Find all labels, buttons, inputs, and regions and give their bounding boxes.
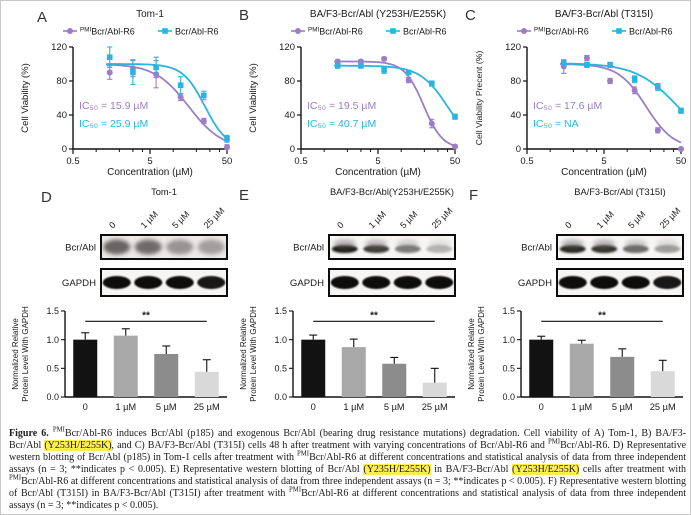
svg-text:0.5: 0.5 [294,156,308,167]
bar [301,340,325,397]
chart-legend [517,27,673,37]
y-axis-label: Protein Level With GAPDH [21,306,30,402]
caption-segment: Figure 6. [9,428,53,439]
caption-segment: Bcr/Abl-R6 at different concentrations and statistical analysis of data from three independent assays (n = 3; **indicates p < 0.005). E) Representative western blotting of Bcr/Abl [9,452,686,475]
caption-segment: PMI [296,450,310,458]
blot-D [9,183,239,301]
svg-text:0.0: 0.0 [274,392,287,403]
dose-chart-C [469,5,689,179]
data-point [201,118,207,124]
data-point [153,65,159,71]
svg-text:1.0: 1.0 [46,334,59,345]
caption-segment: (Y253H/E255K) [44,440,112,451]
data-point [607,62,613,68]
bar-category-label: 25 µM [649,402,676,412]
svg-text:0.5: 0.5 [274,363,287,374]
data-point [335,63,341,69]
svg-text:0: 0 [515,144,521,156]
chart-title: BA/F3-Bcr/Abl (T315I) [554,9,654,20]
caption-segment: (Y253H/E255K) [512,464,580,475]
bar-category-label: 1 µM [115,402,137,412]
x-axis-label: Concentration (µM) [107,167,193,178]
blot-title: BA/F3-Bcr/Abl (T315I) [574,187,666,197]
data-point [655,84,661,90]
svg-text:120: 120 [505,42,521,54]
svg-text:1.5: 1.5 [46,306,59,317]
data-point [201,93,207,99]
caption-segment: PMI [548,438,561,446]
lane-label: 25 µM [657,205,683,231]
data-point [632,87,638,93]
svg-text:50: 50 [221,156,233,167]
blot-band [394,276,422,289]
svg-text:50: 50 [449,156,461,167]
svg-text:1.5: 1.5 [502,306,515,317]
bar-category-label: 5 µM [611,402,633,412]
y-axis-label: Protein Level With GAPDH [477,306,486,402]
ic50-annotation: IC₅₀ = NA [533,118,579,130]
caption-segment: (Y235H/E255K) [363,464,431,475]
svg-text:0.5: 0.5 [46,363,59,374]
lane-label: 0 [563,219,574,231]
caption-segment: Bcr/Abl-R6 at different concentrations and statistical analysis of data from three independent assays (n = 3; **indicates p < 0.005). F) Representative western blotting of Bcr/Abl (T315I) in BA/F3-Bcr/Abl (T315I) after treatment with [9,476,686,499]
svg-text:40: 40 [284,110,295,122]
blot-band [197,276,225,289]
svg-text:PMIBcr/Abl-R6: $^{PMI}$Bcr/Abl-R6 [80,26,135,37]
data-point [584,62,590,68]
data-point [584,55,590,61]
ic50-annotation: IC₅₀ = 40.7 µM [307,118,377,130]
bar [342,347,366,397]
blot-band [198,240,225,255]
blot-row-label: GAPDH [61,278,96,289]
panel-C-chart [469,5,689,184]
data-point [107,54,113,60]
chart-legend [291,27,447,37]
data-point [178,94,184,100]
caption-segment: PMI [9,474,22,482]
bar [423,383,447,397]
blot-F [465,183,691,301]
caption-segment: , and C) BA/F3-Bcr/Abl (T315I) cells 48 h after treatment with varying concentrations of Bcr/Abl-R6 and [111,440,549,451]
svg-text:0.5: 0.5 [66,156,80,167]
bar-category-label: 0 [82,402,88,412]
caption-segment: cells after treatment with [579,464,686,475]
data-point [406,77,412,83]
lane-label: 0 [335,219,346,231]
bar [382,364,406,397]
data-point [632,77,638,83]
panel-E-blot [237,183,467,306]
ic50-annotation: IC₅₀ = 17.6 µM [533,100,603,112]
data-point [381,56,387,62]
svg-text:0.0: 0.0 [502,392,515,403]
bar [570,344,594,397]
y-axis-label: Cell Viability (%) [248,63,259,133]
bar [610,357,634,397]
panel-letter-e: E [239,187,250,204]
bar-category-label: 1 µM [571,402,593,412]
blot-row-label: GAPDH [517,278,552,289]
caption-segment: PMI [289,486,302,494]
blot-band [362,276,390,289]
lane-label: 25 µM [201,205,227,231]
svg-text:120: 120 [51,42,67,54]
significance-marker: ** [142,310,150,322]
x-axis-label: Concentration (µM) [335,167,421,178]
bar [73,340,97,397]
lane-label: 25 µM [429,205,455,231]
svg-text:0.5: 0.5 [502,363,515,374]
bar-category-label: 5 µM [383,402,405,412]
data-point [224,136,230,142]
blot-band [622,276,650,289]
panel-F-bar-chart [465,301,691,432]
ic50-annotation: IC₅₀ = 15.9 µM [79,100,149,112]
bar-category-label: 0 [310,402,316,412]
bar [651,371,675,397]
data-point [678,146,684,152]
data-point [429,121,435,127]
bar-chart-E [237,301,467,427]
x-axis-label: Concentration (µM) [561,167,647,178]
svg-text:0.5: 0.5 [520,156,534,167]
svg-text:50: 50 [675,156,687,167]
svg-text:80: 80 [284,76,295,88]
svg-text:Bcr/Abl-R6: Bcr/Abl-R6 [629,26,673,37]
blot-band [135,240,162,255]
svg-text:5: 5 [601,156,607,167]
y-axis-label: Protein Level With GAPDH [249,306,258,402]
lane-label: 5 µM [398,209,420,231]
panel-E-bar-chart [237,301,467,432]
blot-row-label: Bcr/Abl [65,242,96,254]
dose-chart-B [243,5,463,179]
y-axis-label: Normalized Relative [11,318,20,390]
bar-category-label: 25 µM [193,402,220,412]
bar [529,340,553,397]
y-axis-label: Normalized Relative [239,318,248,390]
svg-text:5: 5 [147,156,153,167]
blot-band [134,276,162,289]
svg-text:1.0: 1.0 [502,334,515,345]
data-point [130,70,136,76]
ic50-annotation: IC₅₀ = 25.9 µM [79,118,149,130]
blot-band [166,240,193,255]
blot-band [103,276,131,289]
svg-text:1.0: 1.0 [274,334,287,345]
blot-row-label: Bcr/Abl [521,242,552,254]
svg-text:80: 80 [56,76,67,88]
panel-A-chart [15,5,235,184]
panel-letter-b: B [239,7,250,24]
data-point [561,60,567,66]
dose-chart-A [15,5,235,179]
lane-label: 5 µM [170,209,192,231]
panel-letter-c: C [465,7,477,24]
blot-title: BA/F3-Bcr/Abl(Y253H/E255K) [329,187,455,197]
data-point [107,70,113,76]
data-point [452,114,458,120]
caption-segment: in BA/F3-Bcr/Abl [430,464,513,475]
caption-segment: Bcr/Abl-R6. D) Representative western blotting of Bcr/Abl (p185) in Tom-1 cells after treatment with [9,440,687,463]
lane-label: 0 [107,219,118,231]
svg-text:Bcr/Abl-R6: Bcr/Abl-R6 [175,26,219,37]
panel-letter-d: D [41,189,53,206]
panel-letter-a: A [37,9,48,26]
y-axis-label: Cell Viability (%) [20,63,31,133]
svg-text:120: 120 [279,42,295,54]
blot-band [653,276,681,289]
svg-text:0: 0 [289,144,295,156]
lane-label: 1 µM [366,209,388,231]
blot-band [166,276,194,289]
data-point [381,67,387,73]
svg-text:Bcr/Abl-R6: Bcr/Abl-R6 [403,26,447,37]
blot-title: Tom-1 [151,187,177,197]
data-point [178,82,184,88]
data-point [224,144,230,150]
data-point [406,70,412,76]
panel-letter-f: F [469,187,479,204]
svg-text:1.5: 1.5 [274,306,287,317]
bar-category-label: 1 µM [343,402,365,412]
bar-chart-F [465,301,691,427]
bar [114,336,138,397]
blot-band [590,276,618,289]
blot-band [331,276,359,289]
panel-D-blot [9,183,239,306]
svg-text:80: 80 [510,76,521,88]
bar-category-label: 0 [538,402,544,412]
svg-text:0: 0 [61,144,67,156]
chart-title: BA/F3-Bcr/Abl (Y253H/E255K) [309,9,447,20]
blot-row-label: Bcr/Abl [293,242,324,254]
figure-caption [9,428,686,512]
bar-category-label: 25 µM [421,402,448,412]
data-point [607,78,613,84]
caption-segment: Bcr/Abl-R6 induces Bcr/Abl (p185) and exogenous Bcr/Abl (bearing drug resistance mutations) degradation. Cell viability of A) Tom-1, B) BA/F3-Bcr/Abl [9,428,686,451]
lane-label: 1 µM [594,209,616,231]
y-axis-label: Normalized Relative [467,318,476,390]
lane-label: 1 µM [138,209,160,231]
caption-segment: PMI [52,426,65,434]
panel-F-blot [465,183,691,306]
significance-marker: ** [370,310,378,322]
chart-legend [63,27,219,37]
y-axis-label: Cell Viability Precent (%) [474,50,484,146]
svg-text:5: 5 [375,156,381,167]
data-point [655,127,661,133]
svg-text:40: 40 [56,110,67,122]
data-point [452,143,458,149]
ic50-annotation: IC₅₀ = 19.5 µM [307,100,377,112]
data-point [678,108,684,114]
panel-D-bar-chart [9,301,239,432]
bar [195,372,219,397]
caption-segment: Bcr/Abl-R6 at different concentrations and statistical analysis of data from three independent assays (n = 3; **indicates p < 0.005). [9,488,686,511]
significance-marker: ** [598,310,606,322]
data-point [429,81,435,87]
panel-B-chart [243,5,463,184]
svg-text:40: 40 [510,110,521,122]
bar [154,354,178,397]
svg-text:0.0: 0.0 [46,392,59,403]
data-point [358,63,364,69]
bar-category-label: 5 µM [155,402,177,412]
svg-text:PMIBcr/Abl-R6: $^{PMI}$Bcr/Abl-R6 [308,26,363,37]
blot-band [103,240,130,255]
svg-text:PMIBcr/Abl-R6: $^{PMI}$Bcr/Abl-R6 [534,26,589,37]
blot-E [237,183,467,301]
lane-label: 5 µM [626,209,648,231]
blot-row-label: GAPDH [289,278,324,289]
chart-title: Tom-1 [136,9,164,20]
blot-band [425,276,453,289]
blot-band [559,276,587,289]
bar-chart-D [9,301,239,427]
